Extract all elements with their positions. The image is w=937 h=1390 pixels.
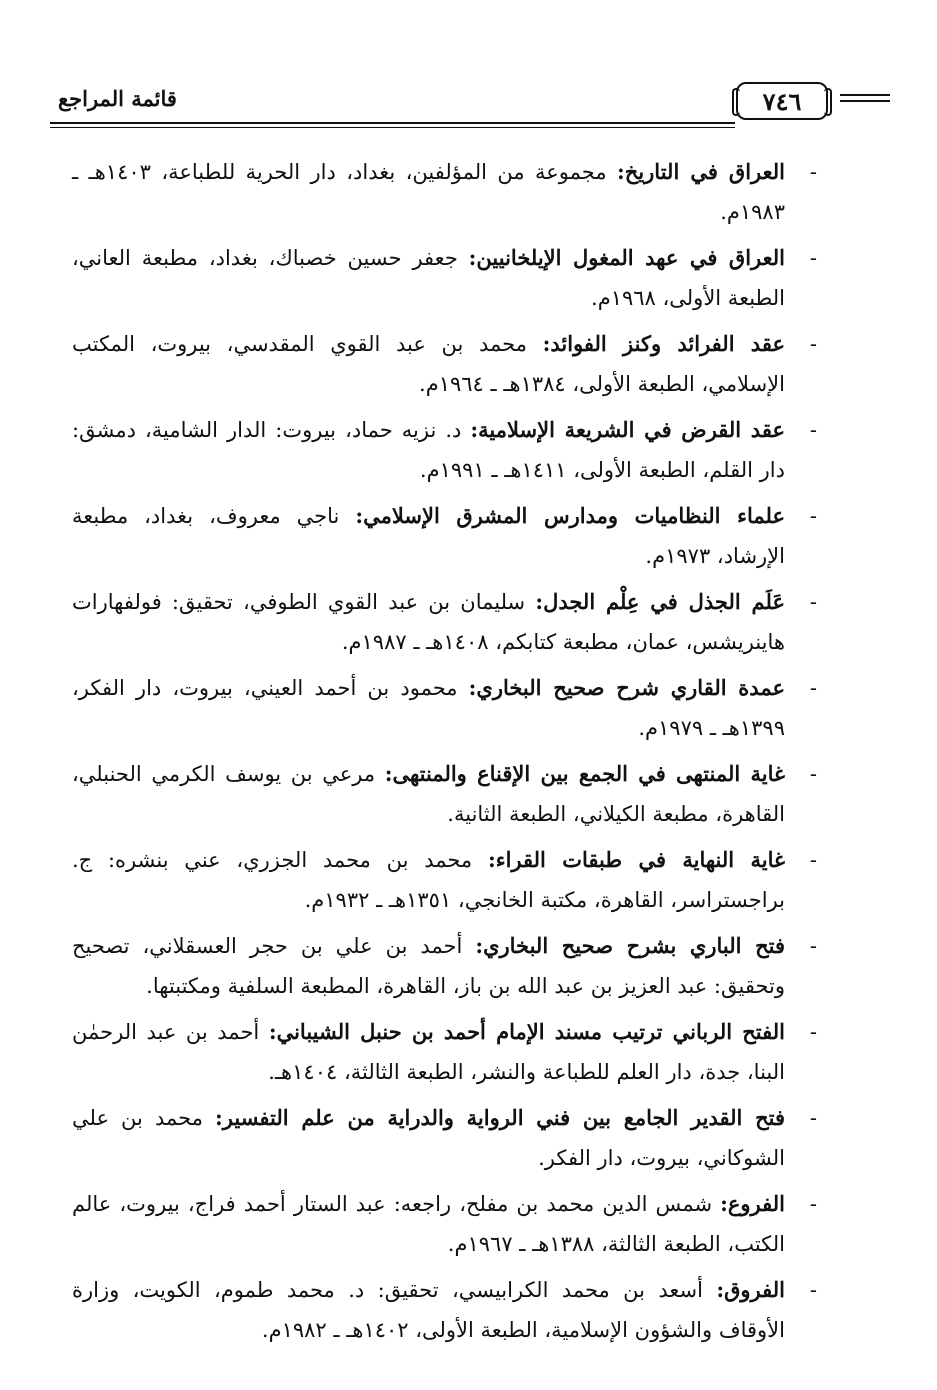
entry-details: محمد بن محمد الجزري، عني بنشره: ج. براجستراسر، القاهرة، مكتبة الخانجي، ١٣٥١هـ ـ ١٩٣٢م. bbox=[72, 848, 785, 912]
entry-title: غاية المنتهى في الجمع بين الإقناع والمنتهى: bbox=[384, 761, 786, 786]
reference-entry: - الفروق: أسعد بن محمد الكرابيسي، تحقيق: د. محمد طموم، الكويت، وزارة الأوقاف والشؤون الإسلامية، الطبعة الأولى، ١٤٠٢هـ ـ ١٩٨٢م. bbox=[72, 1277, 817, 1342]
reference-entry: - عَلَم الجذل في عِلْم الجدل: سليمان بن عبد القوي الطوفي، تحقيق: فولفهارات هاينريشس، عمان، مطبعة كتابكم، ١٤٠٨هـ ـ ١٩٨٧م. bbox=[72, 589, 817, 654]
entry-details: سليمان بن عبد القوي الطوفي، تحقيق: فولفهارات هاينريشس، عمان، مطبعة كتابكم، ١٤٠٨هـ ـ ١٩٨٧م. bbox=[72, 590, 785, 654]
running-title: قائمة المراجع bbox=[58, 86, 177, 111]
entry-details: مجموعة من المؤلفين، بغداد، دار الحرية للطباعة، ١٤٠٣هـ ـ ١٩٨٣م. bbox=[72, 160, 785, 224]
reference-entry: - فتح الباري بشرح صحيح البخاري: أحمد بن علي بن حجر العسقلاني، تصحيح وتحقيق: عبد العزيز بن عبد الله بن باز، القاهرة، المطبعة السلفية ومكتبتها. bbox=[72, 933, 817, 998]
page-number-frame bbox=[736, 82, 828, 120]
reference-entry: - عمدة القاري شرح صحيح البخاري: محمود بن أحمد العيني، بيروت، دار الفكر، ١٣٩٩هـ ـ ١٩٧٩م. bbox=[72, 675, 817, 740]
reference-list bbox=[72, 152, 817, 1356]
entry-details: أسعد بن محمد الكرابيسي، تحقيق: د. محمد طموم، الكويت، وزارة الأوقاف والشؤون الإسلامية، الطبعة الأولى، ١٤٠٢هـ ـ ١٩٨٢م. bbox=[72, 1278, 785, 1342]
entry-details: شمس الدين محمد بن مفلح، راجعه: عبد الستار أحمد فراج، بيروت، عالم الكتب، الطبعة الثالثة، ١٣٨٨هـ ـ ١٩٦٧م. bbox=[72, 1192, 785, 1256]
entry-title: عقد الفرائد وكنز الفوائد: bbox=[542, 331, 785, 356]
entry-details: د. نزيه حماد، بيروت: الدار الشامية، دمشق: دار القلم، الطبعة الأولى، ١٤١١هـ ـ ١٩٩١م. bbox=[72, 418, 785, 482]
page-number: ٧٤٦ bbox=[762, 86, 802, 116]
reference-entry: - العراق في عهد المغول الإيلخانيين: جعفر حسين خصباك، بغداد، مطبعة العاني، الطبعة الأولى، ١٩٦٨م. bbox=[72, 245, 817, 310]
entry-details: محمود بن أحمد العيني، بيروت، دار الفكر، ١٣٩٩هـ ـ ١٩٧٩م. bbox=[72, 676, 785, 740]
entry-title: فتح القدير الجامع بين فني الرواية والدراية من علم التفسير: bbox=[215, 1105, 785, 1130]
entry-details: محمد بن عبد القوي المقدسي، بيروت، المكتب الإسلامي، الطبعة الأولى، ١٣٨٤هـ ـ ١٩٦٤م. bbox=[72, 332, 785, 396]
entry-title: العراق في عهد المغول الإيلخانيين: bbox=[468, 245, 785, 270]
entry-title: غاية النهاية في طبقات القراء: bbox=[487, 847, 785, 872]
reference-entry: - عقد القرض في الشريعة الإسلامية: د. نزيه حماد، بيروت: الدار الشامية، دمشق: دار القلم، الطبعة الأولى، ١٤١١هـ ـ ١٩٩١م. bbox=[72, 417, 817, 482]
header-rule bbox=[50, 122, 735, 128]
reference-entry: - فتح القدير الجامع بين فني الرواية والدراية من علم التفسير: محمد بن علي الشوكاني، بيروت، دار الفكر. bbox=[72, 1105, 817, 1170]
entry-title: العراق في التاريخ: bbox=[617, 159, 785, 184]
header-ornament-line bbox=[840, 94, 890, 102]
reference-entry: - الفتح الرباني ترتيب مسند الإمام أحمد بن حنبل الشيباني: أحمد بن عبد الرحمٰن البنا، جدة، دار العلم للطباعة والنشر، الطبعة الثالثة، ١٤٠٤هـ. bbox=[72, 1019, 817, 1084]
entry-details: ناجي معروف، بغداد، مطبعة الإرشاد، ١٩٧٣م. bbox=[72, 504, 785, 568]
entry-title: عمدة القاري شرح صحيح البخاري: bbox=[468, 675, 785, 700]
entry-title: الفروع: bbox=[720, 1191, 785, 1216]
entry-details: مرعي بن يوسف الكرمي الحنبلي، القاهرة، مطبعة الكيلاني، الطبعة الثانية. bbox=[72, 762, 785, 826]
entry-title: عَلَم الجذل في عِلْم الجدل: bbox=[535, 589, 785, 614]
entry-details: محمد بن علي الشوكاني، بيروت، دار الفكر. bbox=[72, 1106, 785, 1170]
entry-title: عقد القرض في الشريعة الإسلامية: bbox=[470, 417, 785, 442]
entry-title: علماء النظاميات ومدارس المشرق الإسلامي: bbox=[355, 503, 786, 528]
entry-details: جعفر حسين خصباك، بغداد، مطبعة العاني، الطبعة الأولى، ١٩٦٨م. bbox=[72, 246, 785, 310]
entry-title: فتح الباري بشرح صحيح البخاري: bbox=[475, 933, 786, 958]
reference-entry: - علماء النظاميات ومدارس المشرق الإسلامي: ناجي معروف، بغداد، مطبعة الإرشاد، ١٩٧٣م. bbox=[72, 503, 817, 568]
reference-entry: - العراق في التاريخ: مجموعة من المؤلفين، بغداد، دار الحرية للطباعة، ١٤٠٣هـ ـ ١٩٨٣م. bbox=[72, 159, 817, 224]
reference-entry: - غاية النهاية في طبقات القراء: محمد بن محمد الجزري، عني بنشره: ج. براجستراسر، القاهرة، مكتبة الخانجي، ١٣٥١هـ ـ ١٩٣٢م. bbox=[72, 847, 817, 912]
entry-details: أحمد بن عبد الرحمٰن البنا، جدة، دار العلم للطباعة والنشر، الطبعة الثالثة، ١٤٠٤هـ. bbox=[72, 1020, 785, 1084]
reference-entry: - عقد الفرائد وكنز الفوائد: محمد بن عبد القوي المقدسي، بيروت، المكتب الإسلامي، الطبعة الأولى، ١٣٨٤هـ ـ ١٩٦٤م. bbox=[72, 331, 817, 396]
reference-entry: - غاية المنتهى في الجمع بين الإقناع والمنتهى: مرعي بن يوسف الكرمي الحنبلي، القاهرة، مطبعة الكيلاني، الطبعة الثانية. bbox=[72, 761, 817, 826]
entry-title: الفتح الرباني ترتيب مسند الإمام أحمد بن حنبل الشيباني: bbox=[268, 1019, 785, 1044]
entry-details: أحمد بن علي بن حجر العسقلاني، تصحيح وتحقيق: عبد العزيز بن عبد الله بن باز، القاهرة، المطبعة السلفية ومكتبتها. bbox=[72, 934, 785, 998]
page-header bbox=[50, 80, 890, 130]
reference-entry: - الفروع: شمس الدين محمد بن مفلح، راجعه: عبد الستار أحمد فراج، بيروت، عالم الكتب، الطبعة الثالثة، ١٣٨٨هـ ـ ١٩٦٧م. bbox=[72, 1191, 817, 1256]
entry-title: الفروق: bbox=[716, 1277, 785, 1302]
